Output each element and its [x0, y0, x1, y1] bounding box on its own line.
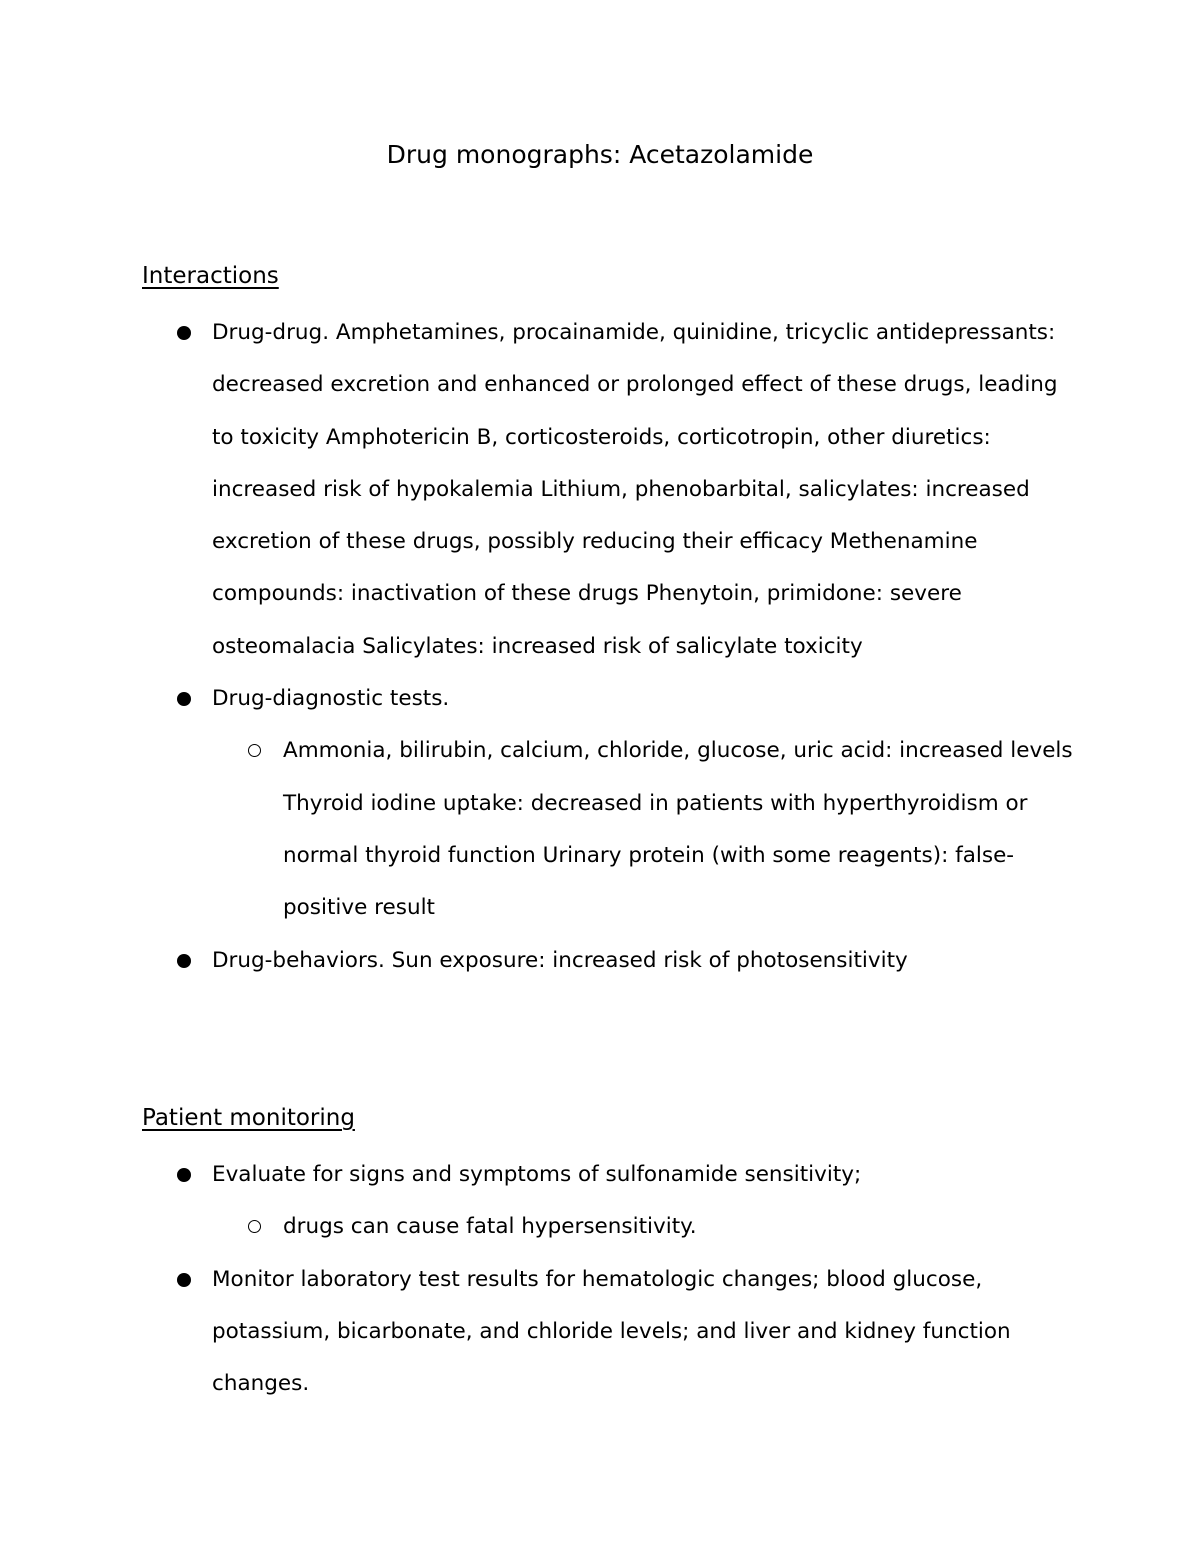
- interactions-list: [0, 307, 1200, 987]
- filled-bullet-icon: [177, 1273, 191, 1287]
- list-item-text: Evaluate for signs and symptoms of sulfonamide sensitivity;: [212, 1162, 862, 1187]
- filled-bullet-icon: [177, 954, 191, 968]
- sub-list-item-text: drugs can cause fatal hypersensitivity.: [283, 1214, 697, 1240]
- list-item: [0, 1254, 1072, 1411]
- page-title: Drug monographs: Acetazolamide: [386, 140, 814, 169]
- sub-list-item: [0, 1201, 1083, 1253]
- sub-list-item-text: Ammonia, bilirubin, calcium, chloride, glucose, uric acid: increased levels Thyroid iodine uptake: decreased in patients with hyperthyroidism or normal thyroid function Urinary protein (with some reagents): false-positive result: [283, 738, 1073, 921]
- patient-monitoring-heading: Patient monitoring: [142, 1105, 355, 1131]
- list-item-text: Drug-drug. Amphetamines, procainamide, quinidine, tricyclic antidepressants: decreased excretion and enhanced or prolonged effect of these drugs, leading to toxicity Amphotericin B, corticosteroids, corticotropin, other diuretics: increased risk of hypokalemia Lithium, phenobarbital, salicylates: increased excretion of these drugs, possibly reducing their efficacy Methenamine compounds: inactivation of these drugs Phenytoin, primidone: severe osteomalacia Salicylates: increased risk of salicylate toxicity: [212, 320, 1058, 659]
- list-item: [0, 307, 1072, 673]
- list-item-text: Monitor laboratory test results for hematologic changes; blood glucose, potassium, bicarbonate, and chloride levels; and liver and kidney function changes.: [212, 1266, 1011, 1397]
- list-item: [0, 1149, 1072, 1201]
- list-item: [0, 935, 1072, 987]
- list-item: [0, 673, 1072, 725]
- interactions-heading: Interactions: [142, 263, 279, 289]
- filled-bullet-icon: [177, 326, 191, 340]
- filled-bullet-icon: [177, 1168, 191, 1182]
- filled-bullet-icon: [177, 692, 191, 706]
- hollow-bullet-icon: [248, 1220, 261, 1233]
- list-item-text: Drug-diagnostic tests.: [212, 686, 450, 712]
- sub-list-item: [0, 725, 1083, 934]
- list-item-text: Drug-behaviors. Sun exposure: increased risk of photosensitivity: [212, 947, 908, 973]
- hollow-bullet-icon: [248, 744, 261, 757]
- patient-monitoring-list: [0, 1149, 1200, 1410]
